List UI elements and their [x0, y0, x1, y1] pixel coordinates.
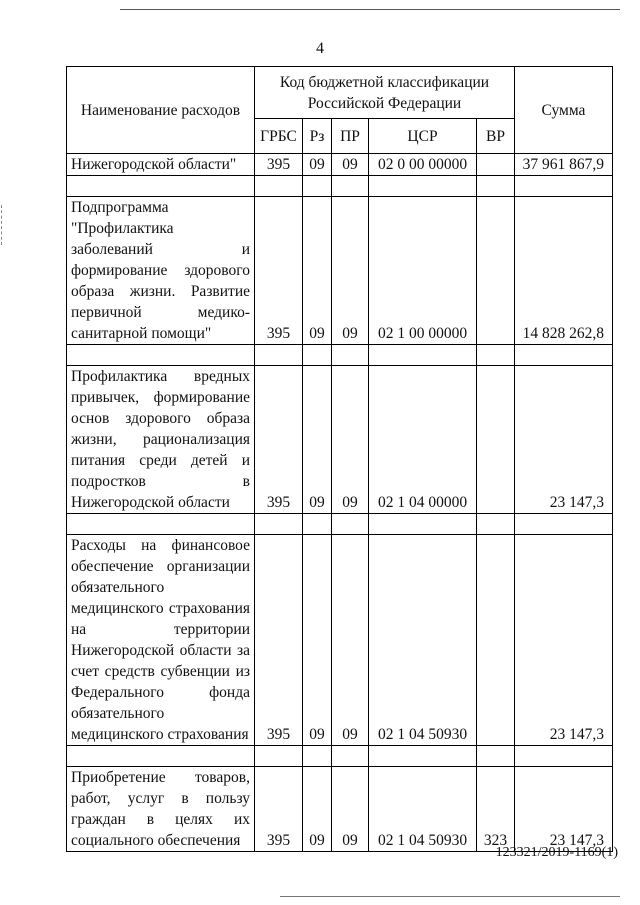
- row-sum: 23 147,3: [515, 535, 613, 746]
- top-rule: [120, 9, 620, 10]
- row-csr: 02 1 04 50930: [369, 535, 477, 746]
- header-code-group: Код бюджетной классификации Российской Федерации: [255, 67, 515, 119]
- header-grbs: ГРБС: [255, 119, 303, 154]
- row-csr: 02 0 00 00000: [369, 154, 477, 176]
- bottom-rule: [280, 896, 620, 897]
- row-rz: 09: [303, 197, 332, 345]
- row-grbs: 395: [255, 535, 303, 746]
- page-number: 4: [316, 40, 324, 57]
- row-pr: 09: [332, 535, 369, 746]
- row-rz: 09: [303, 535, 332, 746]
- row-csr: 02 1 04 50930: [369, 767, 477, 852]
- row-name: Расходы на финансовое обеспечение организации обязательного медицинского страхования на территории Нижегородской области за счет средств субвенции из Федерального фонда обязательного медицинского страхования: [67, 535, 255, 746]
- row-pr: 09: [332, 197, 369, 345]
- row-pr: 09: [332, 154, 369, 176]
- row-vr: 323: [477, 767, 515, 852]
- row-rz: 09: [303, 154, 332, 176]
- row-grbs: 395: [255, 197, 303, 345]
- row-name: Нижегородской области": [67, 154, 255, 176]
- header-csr: ЦСР: [369, 119, 477, 154]
- table-row: [67, 197, 613, 345]
- table-row: [67, 154, 613, 176]
- table-row: [67, 535, 613, 746]
- row-name: Подпрограмма "Профилактика заболеваний и формирование здорового образа жизни. Развитие первичной медико-санитарной помощи": [67, 197, 255, 345]
- row-grbs: 395: [255, 366, 303, 514]
- row-csr: 02 1 00 00000: [369, 197, 477, 345]
- budget-table: [66, 66, 613, 852]
- row-vr: [477, 535, 515, 746]
- row-sum: 14 828 262,8: [515, 197, 613, 345]
- row-rz: 09: [303, 366, 332, 514]
- row-grbs: 395: [255, 154, 303, 176]
- header-vr: ВР: [477, 119, 515, 154]
- row-vr: [477, 154, 515, 176]
- row-sum: 23 147,3: [515, 767, 613, 852]
- row-rz: 09: [303, 767, 332, 852]
- row-vr: [477, 366, 515, 514]
- table-row: [67, 366, 613, 514]
- row-vr: [477, 197, 515, 345]
- row-name: Профилактика вредных привычек, формирование основ здорового образа жизни, рационализация питания среди детей и подростков в Нижегородской области: [67, 366, 255, 514]
- row-csr: 02 1 04 00000: [369, 366, 477, 514]
- row-pr: 09: [332, 366, 369, 514]
- document-number: 123321/2019-1169(1): [495, 845, 618, 860]
- header-sum: Сумма: [515, 67, 613, 154]
- header-rz: Рз: [303, 119, 332, 154]
- row-sum: 23 147,3: [515, 366, 613, 514]
- row-pr: 09: [332, 767, 369, 852]
- header-pr: ПР: [332, 119, 369, 154]
- row-grbs: 395: [255, 767, 303, 852]
- margin-mark: [1, 205, 4, 245]
- header-name: Наименование расходов: [67, 67, 255, 154]
- row-name: Приобретение товаров, работ, услуг в пользу граждан в целях их социального обеспечения: [67, 767, 255, 852]
- table-row: [67, 767, 613, 852]
- row-sum: 37 961 867,9: [515, 154, 613, 176]
